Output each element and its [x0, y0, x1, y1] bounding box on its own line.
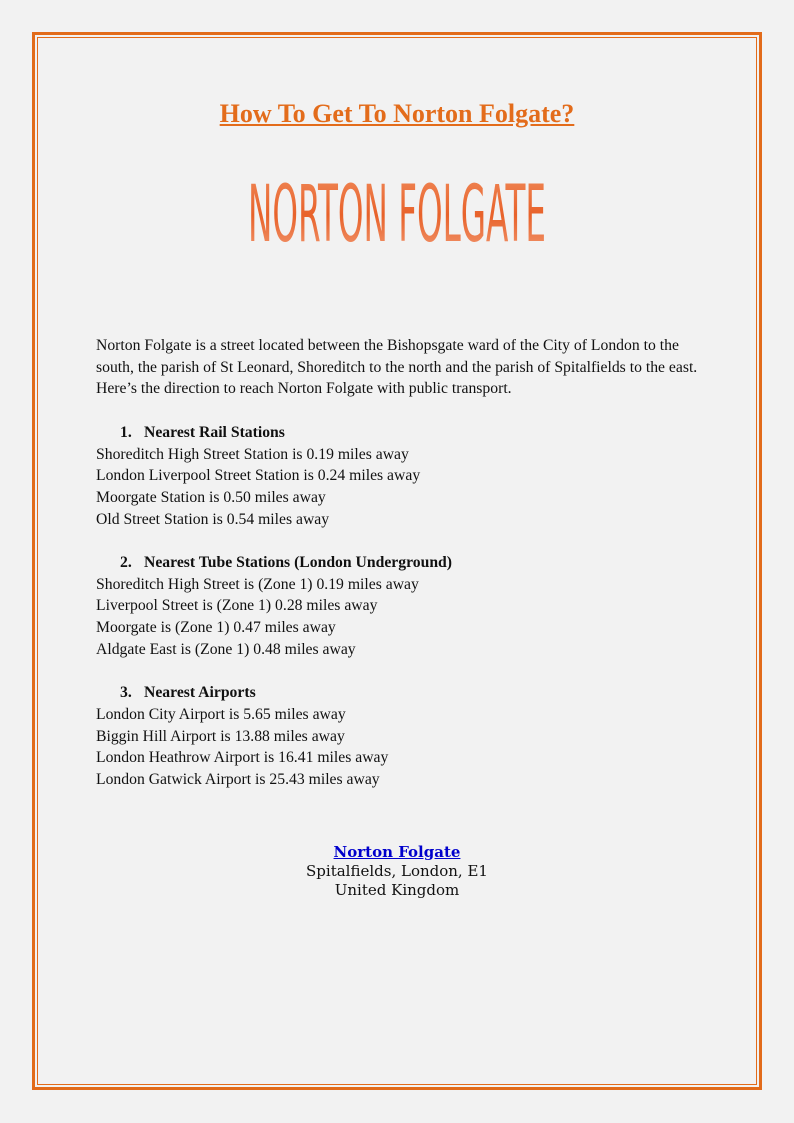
list-item: London Heathrow Airport is 16.41 miles away — [96, 749, 389, 767]
intro-paragraph: Norton Folgate is a street located between the Bishopsgate ward of the City of London to the south, the parish of St Leonard, Shoreditch to the north and the parish of Spitalfields to the east. Here’s the direction to reach Norton Folgate with public transport. — [96, 337, 698, 398]
section-rail-stations — [96, 422, 701, 531]
section-airports — [96, 682, 701, 791]
list-item: Old Street Station is 0.54 miles away — [96, 510, 330, 528]
list-item: Aldgate East is (Zone 1) 0.48 miles away — [96, 640, 356, 658]
list-item: Shoreditch High Street Station is 0.19 miles away — [96, 445, 409, 463]
list-item: Moorgate is (Zone 1) 0.47 miles away — [96, 619, 336, 637]
svg-text:NORTON FOLGATE: NORTON FOLGATE — [248, 174, 546, 252]
section-heading: 3. Nearest Airports — [120, 684, 256, 702]
norton-folgate-logo — [247, 174, 547, 252]
address-block — [0, 843, 794, 900]
main-content — [96, 335, 701, 812]
norton-folgate-link[interactable]: Norton Folgate — [333, 843, 461, 861]
list-item: Biggin Hill Airport is 13.88 miles away — [96, 727, 345, 745]
address-line-2: United Kingdom — [334, 881, 460, 899]
section-tube-stations — [96, 552, 701, 661]
list-item: Shoreditch High Street is (Zone 1) 0.19 miles away — [96, 575, 419, 593]
section-heading: 1. Nearest Rail Stations — [120, 423, 285, 441]
list-item: London City Airport is 5.65 miles away — [96, 705, 346, 723]
list-item: Moorgate Station is 0.50 miles away — [96, 488, 326, 506]
address-line-1: Spitalfields, London, E1 — [306, 862, 488, 880]
page-title: How To Get To Norton Folgate? — [219, 99, 575, 128]
list-item: London Liverpool Street Station is 0.24 miles away — [96, 467, 421, 485]
list-item: Liverpool Street is (Zone 1) 0.28 miles away — [96, 597, 378, 615]
section-heading: 2. Nearest Tube Stations (London Underground) — [120, 554, 453, 571]
list-item: London Gatwick Airport is 25.43 miles away — [96, 771, 380, 789]
